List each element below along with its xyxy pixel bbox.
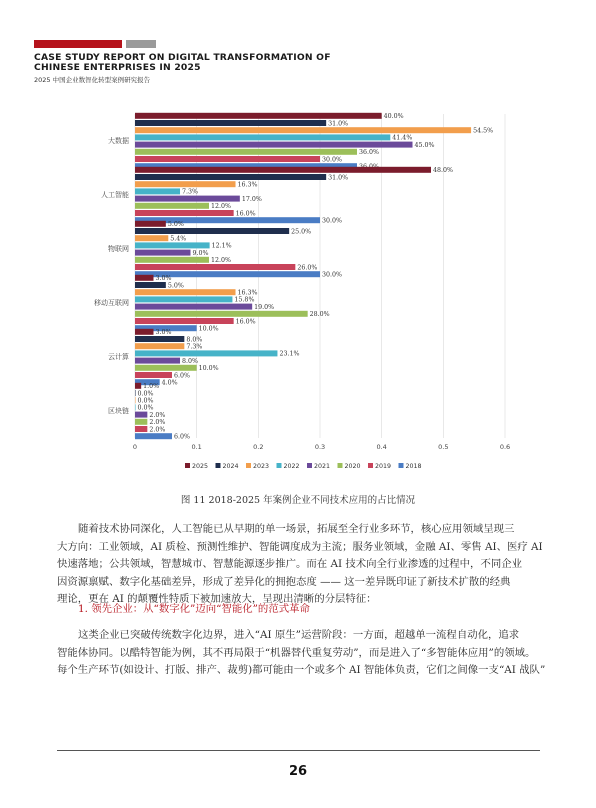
bar-value-label: 30.0% (322, 156, 343, 164)
x-tick-label: 0.5 (438, 443, 449, 451)
chart-bar (135, 336, 184, 342)
bar-value-label: 4.0% (161, 379, 178, 387)
bar-value-label: 0.0% (137, 397, 154, 405)
chart-bar (135, 134, 390, 140)
report-subtitle: 2025 中国企业数智化转型案例研究报告 (34, 76, 151, 84)
chart-bar (135, 203, 209, 209)
paragraph-line: 每个生产环节(如设计、打版、排产、裁剪)都可能由一个或多个 AI 智能体负责，它们之间像一支“AI 战队” (57, 664, 546, 677)
footer-divider (57, 750, 540, 751)
bar-value-label: 0.0% (137, 390, 154, 398)
chart-bar (135, 196, 240, 202)
x-tick-label: 0.6 (499, 443, 511, 451)
chart-bar (135, 412, 147, 418)
bar-value-label: 41.4% (392, 134, 413, 142)
bar-value-label: 1.0% (143, 383, 160, 391)
legend-swatch (216, 463, 221, 468)
chart-bar (135, 390, 136, 396)
category-label: 区块链 (108, 407, 129, 415)
x-tick-label: 0.2 (253, 443, 264, 451)
x-tick-label: 0.4 (376, 443, 387, 451)
bar-value-label: 45.0% (414, 141, 435, 149)
section-subheading: 1. 领先企业：从“数字化”迈向“智能化”的范式革命 (78, 603, 310, 615)
bar-value-label: 10.0% (198, 325, 219, 333)
legend-label: 2024 (222, 463, 239, 470)
bar-value-label: 10.0% (198, 365, 219, 373)
bar-value-label: 7.3% (186, 343, 203, 351)
chart-bar (135, 264, 295, 270)
chart-bar (135, 250, 191, 256)
bar-value-label: 5.0% (167, 282, 184, 290)
x-tick-label: 0.3 (314, 443, 326, 451)
report-title-line-1: CASE STUDY REPORT ON DIGITAL TRANSFORMATION OF (34, 52, 331, 63)
chart-bar (135, 235, 168, 241)
paragraph-line: 随着技术协同深化，人工智能已从早期的单一场景，拓展至全行业多环节，核心应用领域呈现三 (78, 523, 515, 535)
chart-bar (135, 311, 308, 317)
bar-value-label: 30.0% (322, 217, 343, 225)
legend-label: 2023 (253, 463, 270, 470)
legend-label: 2021 (314, 463, 331, 470)
bar-value-label: 31.0% (328, 174, 349, 182)
bar-value-label: 25.0% (291, 228, 312, 236)
bar-value-label: 5.4% (170, 235, 187, 243)
bar-value-label: 12.0% (211, 203, 232, 211)
figure-caption: 图 11 2018-2025 年案例企业不同技术应用的占比情况 (180, 495, 416, 506)
chart-bar (135, 257, 209, 263)
x-tick-label: 0 (132, 443, 138, 451)
bar-value-label: 6.0% (174, 433, 190, 441)
chart-bar (135, 167, 431, 173)
chart-bar (135, 383, 141, 389)
chart-bar (135, 426, 147, 432)
bar-value-label: 31.0% (328, 120, 349, 128)
chart-bar (135, 296, 232, 302)
body-paragraph-1 (57, 521, 543, 609)
legend-label: 2025 (192, 463, 209, 470)
chart-bar (135, 433, 172, 439)
category-label: 移动互联网 (94, 299, 129, 307)
bar-value-label: 48.0% (433, 167, 454, 175)
paragraph-line: 智能体协同。以酷特智能为例，其不再局限于“机器替代重复劳动”，而是进入了“多智能体应用”的领域。 (57, 646, 536, 659)
chart-bar (135, 149, 357, 155)
chart-bar (135, 181, 236, 187)
bar-value-label: 2.0% (149, 419, 166, 427)
paragraph-line: 大方向：工业领域，AI 质检、预测性维护、智能调度成为主流；服务业领域，金融 AI、零售 AI、医疗 AI (57, 540, 543, 553)
paragraph-line: 因资源禀赋、数字化基础差异，形成了差异化的拥抱态度 —— 这一差异既印证了新技术扩散的经典 (57, 575, 511, 588)
bar-value-label: 16.3% (237, 181, 258, 189)
body-paragraph-2 (57, 627, 546, 680)
bar-value-label: 3.0% (155, 329, 172, 337)
chart-bar (135, 289, 236, 295)
paragraph-line: 这类企业已突破传统数字化边界，进入“AI 原生”运营阶段：一方面，超越单一流程自动化，追求 (78, 629, 520, 641)
page-number: 26 (288, 764, 308, 779)
chart-bar (135, 343, 184, 349)
bar-value-label: 3.0% (155, 275, 172, 283)
chart-bar (135, 142, 413, 148)
category-label: 物联网 (108, 245, 129, 253)
legend-swatch (307, 463, 312, 468)
report-title-line-2: CHINESE ENTERPRISES IN 2025 (34, 62, 201, 73)
chart-bar (135, 358, 180, 364)
bar-value-label: 12.0% (211, 257, 232, 265)
chart-bar (135, 120, 326, 126)
chart-bar (135, 419, 147, 425)
bar-value-label: 5.0% (167, 221, 184, 229)
bar-value-label: 7.3% (182, 188, 199, 196)
chart-bar (135, 365, 197, 371)
legend-swatch (399, 463, 404, 468)
chart-bar (135, 242, 210, 248)
bar-value-label: 0.0% (137, 404, 154, 412)
bar-value-label: 54.5% (473, 127, 494, 135)
category-label: 大数据 (108, 137, 129, 145)
chart-bar (135, 188, 180, 194)
chart-bar (135, 127, 471, 133)
chart-bar (135, 372, 172, 378)
bar-value-label: 23.1% (279, 350, 300, 358)
legend-swatch (246, 463, 251, 468)
bar-value-label: 16.0% (235, 318, 256, 326)
chart-bar (135, 350, 277, 356)
bar-value-label: 40.0% (383, 113, 404, 121)
bar-value-label: 26.0% (297, 264, 318, 272)
paragraph-line: 理论，更在 AI 的颠覆性特质下被加速放大，呈现出清晰的分层特征： (57, 593, 377, 606)
x-tick-label: 0.1 (191, 443, 202, 451)
bar-value-label: 28.0% (309, 311, 330, 319)
bar-value-label: 2.0% (149, 411, 166, 419)
chart-bar (135, 329, 154, 335)
chart-bar (135, 282, 166, 288)
bar-value-label: 36.0% (359, 149, 380, 157)
bar-value-label: 19.0% (254, 303, 275, 311)
bar-value-label: 15.8% (234, 296, 255, 304)
bar-value-label: 12.1% (211, 242, 232, 250)
bar-value-label: 6.0% (174, 372, 190, 380)
legend-swatch (185, 463, 190, 468)
paragraph-line: 快速落地；公共领域，智慧城市、智慧能源逐步推广。而在 AI 技术向全行业渗透的过程中，不同企业 (57, 558, 523, 571)
bar-value-label: 9.0% (192, 249, 209, 257)
bar-value-label: 30.0% (322, 271, 343, 279)
chart-bar (135, 156, 320, 162)
bar-value-label: 16.0% (235, 210, 256, 218)
legend-swatch (277, 463, 282, 468)
chart-bar (135, 397, 136, 403)
chart-bar (135, 304, 252, 310)
chart-bar (135, 221, 166, 227)
chart-bar (135, 318, 234, 324)
bar-value-label: 2.0% (149, 426, 166, 434)
chart-bar (135, 174, 326, 180)
chart-bar (135, 275, 154, 281)
legend-swatch (338, 463, 343, 468)
legend-label: 2018 (405, 463, 422, 470)
legend-label: 2019 (375, 463, 392, 470)
category-label: 人工智能 (101, 191, 129, 199)
category-label: 云计算 (108, 353, 129, 361)
bar-value-label: 17.0% (241, 195, 262, 203)
legend-swatch (368, 463, 373, 468)
chart-bar (135, 113, 382, 119)
chart-bar (135, 228, 289, 234)
chart-bar (135, 404, 136, 410)
legend-label: 2020 (344, 463, 361, 470)
legend-label: 2022 (283, 463, 300, 470)
bar-value-label: 8.0% (186, 336, 203, 344)
chart-bar (135, 210, 234, 216)
bar-value-label: 8.0% (182, 357, 199, 365)
bar-value-label: 16.3% (237, 289, 258, 297)
